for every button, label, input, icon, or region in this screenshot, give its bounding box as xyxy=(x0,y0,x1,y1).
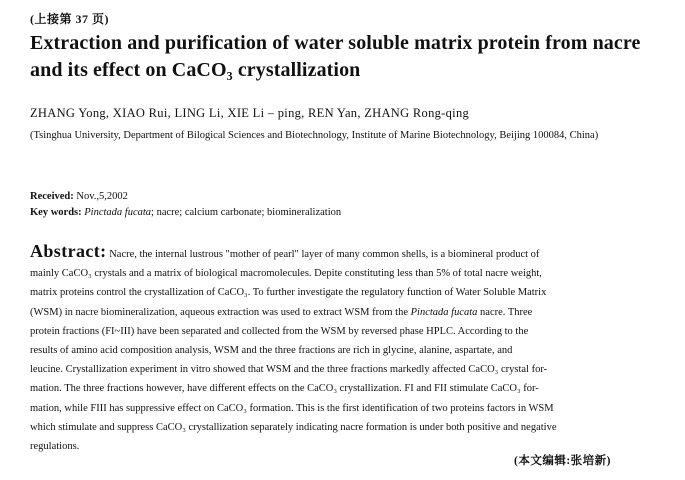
abstract-line: leucine. Crystallization experiment in vitro showed that WSM and the three fractions markedly affected CaCO₃ crystal for- xyxy=(30,364,548,376)
article-title: Extraction and purification of water soluble matrix protein from nacre and its effect on CaCO₃ crystallization xyxy=(30,32,641,81)
abstract-line-1 xyxy=(30,242,658,264)
abstract-heading: Abstract: xyxy=(30,241,107,261)
abstract-line: matrix proteins control the crystallization of CaCO₃. To further investigate the regulatory function of Water Soluble Matrix xyxy=(30,287,547,299)
received-date xyxy=(30,191,128,202)
received-label: Received: xyxy=(30,191,74,202)
abstract-line: mation, while FIII has suppressive effect on CaCO₃ formation. This is the first identification of two proteins factors in WSM xyxy=(30,402,554,414)
abstract-line: regulations. xyxy=(30,441,80,453)
received-value: Nov.,5,2002 xyxy=(76,191,128,202)
editor-note: (本文编辑:张培新) xyxy=(514,455,611,467)
abstract-line: mation. The three fractions however, have different effects on the CaCO₃ crystallization. FI and FII stimulate CaCO₃ for- xyxy=(30,383,539,395)
abstract-line: which stimulate and suppress CaCO₃ crystallization separately indicating nacre formation is under both positive and negative xyxy=(30,421,557,433)
keywords-rest: ; nacre; calcium carbonate; biomineralization xyxy=(151,207,342,218)
species-name: Pinctada fucata xyxy=(410,306,478,318)
abstract-text: nacre. Three xyxy=(477,306,533,318)
keyword-species: Pinctada fucata xyxy=(84,207,152,218)
affiliation: (Tsinghua University, Department of Bilogical Sciences and Biotechnology, Institute of Marine Biotechnology, Beijing 100084, China) xyxy=(30,130,599,141)
abstract-text: (WSM) in nacre biomineralization, aqueous extraction was used to extract WSM from the xyxy=(30,306,411,318)
keywords-label: Key words: xyxy=(30,207,82,218)
author-list: ZHANG Yong, XIAO Rui, LING Li, XIE Li – ping, REN Yan, ZHANG Rong-qing xyxy=(30,106,470,120)
continued-from-note: (上接第 37 页) xyxy=(30,12,109,26)
keywords xyxy=(30,207,660,218)
abstract-line: results of amino acid composition analysis, WSM and the three fractions are rich in glycine, alanine, aspartate, and xyxy=(30,345,513,357)
abstract-line: protein fractions (FI~III) have been separated and collected from the WSM by reversed phase HPLC. According to the xyxy=(30,325,529,337)
abstract-body xyxy=(30,242,658,456)
abstract-line xyxy=(30,303,658,322)
abstract-text: Nacre, the internal lustrous "mother of pearl" layer of many common shells, is a biomineral product of xyxy=(106,249,540,260)
abstract-line: mainly CaCO₃ crystals and a matrix of biological macromolecules. Depite constituting less than 5% of total nacre weight, xyxy=(30,268,542,280)
